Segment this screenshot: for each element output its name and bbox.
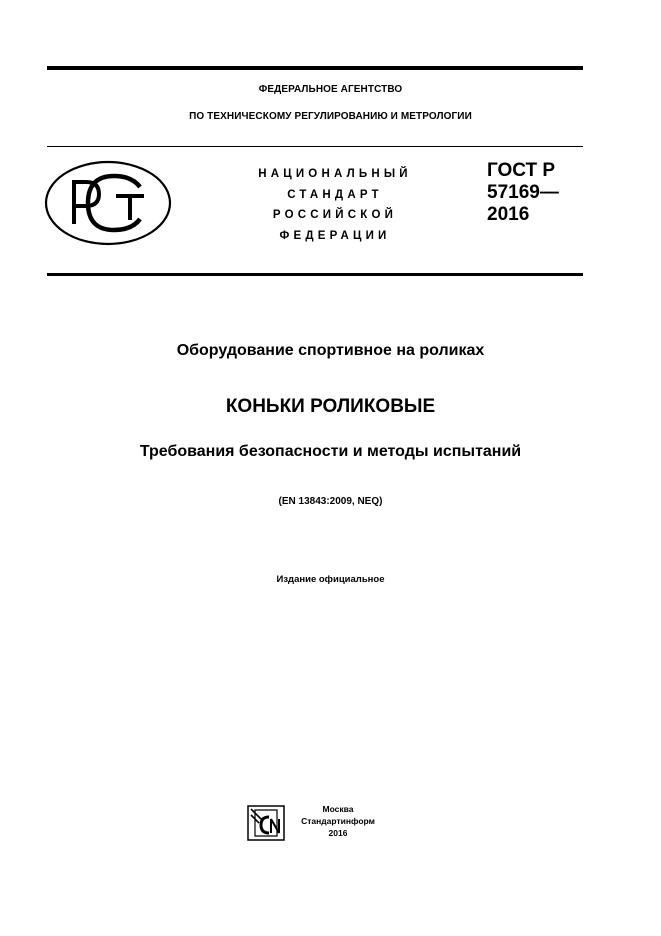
equivalence-reference: (EN 13843:2009, NEQ)	[278, 496, 383, 507]
publisher-year: 2016	[328, 828, 348, 838]
bottom-rule	[47, 273, 583, 276]
publisher-name: Стандартинформ	[301, 816, 375, 826]
national-standard-label	[215, 164, 455, 246]
edition-note: Издание официальное	[276, 574, 385, 585]
document-subtitle: Требования безопасности и методы испытаний	[139, 443, 522, 460]
national-line-1: НАЦИОНАЛЬНЫЙ	[258, 168, 412, 180]
standartinform-logo-icon	[247, 805, 285, 841]
designation-line-2: 57169—	[487, 182, 559, 203]
top-rule	[47, 66, 583, 70]
publisher-city: Москва	[322, 804, 354, 814]
designation-line-3: 2016	[487, 204, 530, 225]
document-subject: Оборудование спортивное на роликах	[176, 342, 485, 359]
national-line-2: СТАНДАРТ	[287, 188, 383, 201]
national-line-3: РОССИЙСКОЙ	[272, 209, 398, 221]
agency-line-2: ПО ТЕХНИЧЕСКОМУ РЕГУЛИРОВАНИЮ И МЕТРОЛОГИИ	[189, 111, 472, 122]
middle-rule	[47, 146, 583, 147]
standard-designation	[487, 160, 559, 226]
rst-certification-mark-icon	[44, 160, 172, 246]
document-title: КОНЬКИ РОЛИКОВЫЕ	[225, 396, 436, 417]
national-line-4: ФЕДЕРАЦИИ	[279, 229, 391, 242]
designation-line-1: ГОСТ Р	[487, 160, 556, 181]
agency-line-1: ФЕДЕРАЛЬНОЕ АГЕНТСТВО	[258, 84, 403, 95]
publisher-block	[295, 803, 381, 839]
